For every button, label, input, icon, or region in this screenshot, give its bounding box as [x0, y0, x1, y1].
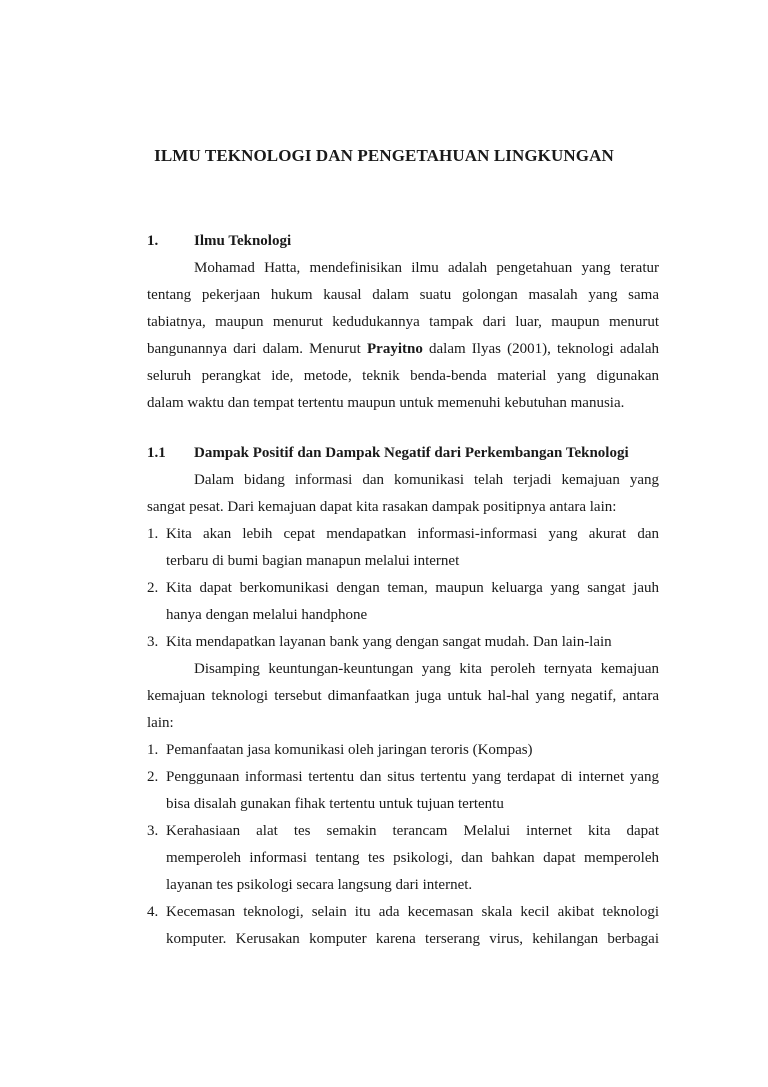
list-continuation: terbaru di bumi bagian manapun melalui internet	[166, 553, 460, 569]
section-number: 1.	[147, 233, 159, 249]
list-number: 4.	[147, 904, 159, 920]
list-number: 1.	[147, 526, 159, 542]
list-continuation: bisa disalah gunakan fihak tertentu untuk tujuan tertentu	[166, 796, 504, 812]
paragraph-line: Mohamad Hatta, mendefinisikan ilmu adalah pengetahuan yang teratur	[194, 260, 659, 276]
subsection-number: 1.1	[147, 445, 166, 461]
document-title: ILMU TEKNOLOGI DAN PENGETAHUAN LINGKUNGAN	[154, 146, 614, 165]
list-text: Penggunaan informasi tertentu dan situs tertentu yang terdapat di internet yang	[166, 769, 659, 785]
paragraph-text: dalam Ilyas (2001), teknologi adalah	[422, 341, 659, 357]
list-number: 3.	[147, 823, 159, 839]
paragraph-line	[147, 339, 659, 359]
list-text: Kerahasiaan alat tes semakin terancam Melalui internet kita dapat	[166, 823, 659, 839]
list-text: Kita mendapatkan layanan bank yang dengan sangat mudah. Dan lain-lain	[166, 634, 612, 650]
paragraph-line: dalam waktu dan tempat tertentu maupun untuk memenuhi kebutuhan manusia.	[147, 395, 625, 411]
list-number: 3.	[147, 634, 159, 650]
list-number: 2.	[147, 769, 159, 785]
paragraph-line: Dalam bidang informasi dan komunikasi telah terjadi kemajuan yang	[194, 472, 659, 488]
list-continuation: komputer. Kerusakan komputer karena terserang virus, kehilangan berbagai	[166, 931, 659, 947]
list-continuation: hanya dengan melalui handphone	[166, 607, 368, 623]
list-text: Kecemasan teknologi, selain itu ada kecemasan skala kecil akibat teknologi	[166, 904, 659, 920]
author-name: Prayitno	[367, 341, 423, 357]
list-text: Kita dapat berkomunikasi dengan teman, maupun keluarga yang sangat jauh	[166, 580, 659, 596]
paragraph-line: tentang pekerjaan hukum kausal dalam suatu golongan masalah yang sama	[147, 287, 659, 303]
list-continuation: memperoleh informasi tentang tes psikologi, dan bahkan dapat memperoleh	[166, 850, 659, 866]
paragraph-line: lain:	[147, 715, 174, 731]
paragraph-line: sangat pesat. Dari kemajuan dapat kita rasakan dampak positipnya antara lain:	[147, 499, 617, 515]
paragraph-text: bangunannya dari dalam. Menurut	[147, 341, 367, 357]
list-text: Kita akan lebih cepat mendapatkan informasi-informasi yang akurat dan	[166, 526, 659, 542]
list-text: Pemanfaatan jasa komunikasi oleh jaringan teroris (Kompas)	[166, 742, 533, 758]
paragraph-line: kemajuan teknologi tersebut dimanfaatkan juga untuk hal-hal yang negatif, antara	[147, 688, 659, 704]
paragraph-line: Disamping keuntungan-keuntungan yang kita peroleh ternyata kemajuan	[194, 661, 659, 677]
list-continuation: layanan tes psikologi secara langsung dari internet.	[166, 877, 473, 893]
paragraph-line: tabiatnya, maupun menurut kedudukannya tampak dari luar, maupun menurut	[147, 314, 659, 330]
section-title: Ilmu Teknologi	[194, 233, 292, 249]
list-number: 2.	[147, 580, 159, 596]
list-number: 1.	[147, 742, 159, 758]
subsection-title: Dampak Positif dan Dampak Negatif dari Perkembangan Teknologi	[194, 445, 629, 461]
paragraph-line: seluruh perangkat ide, metode, teknik benda-benda material yang digunakan	[147, 368, 659, 384]
